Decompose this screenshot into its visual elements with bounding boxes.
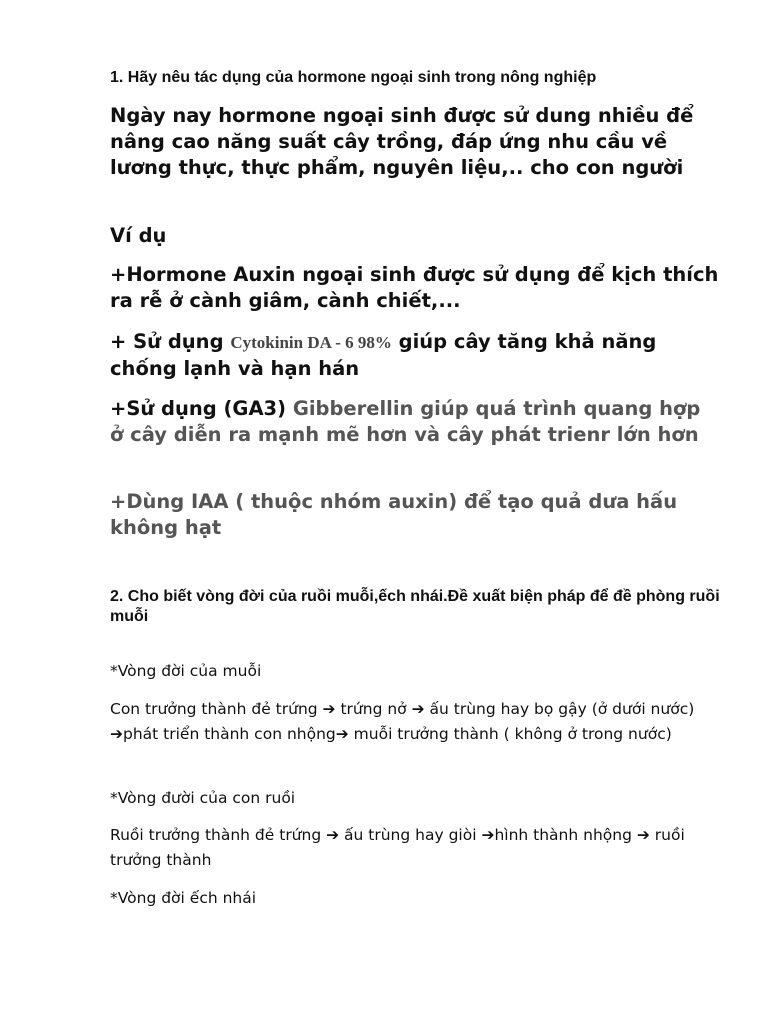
mosquito-stage-2: trứng nở (335, 700, 412, 718)
frog-lifecycle-heading: *Vòng đời ếch nhái (110, 889, 257, 907)
example-cytokinin-prefix: + Sử dụng (110, 330, 231, 353)
arrow-right-icon: ➔ (110, 725, 123, 743)
fly-stage-3: hình thành nhộng (494, 826, 637, 844)
mosquito-stage-5: muỗi trưởng thành ( không ở trong nước) (348, 725, 672, 743)
example-gibberellin-prefix: +Sử dụng (GA3) (110, 397, 293, 420)
q1-intro-paragraph: Ngày nay hormone ngoại sinh được sử dung nhiều để nâng cao năng suất cây trồng, đáp ứng nhu cầu về lương thực, thực phẩm, nguyên liệu,.. cho con người (110, 104, 694, 179)
cytokinin-product-name: Cytokinin DA - 6 98% (230, 333, 392, 352)
question-2-title: 2. Cho biết vòng đời của ruồi muỗi,ếch nhái.Đề xuất biện pháp để đề phòng ruồi muỗi (110, 588, 720, 625)
example-gibberellin-text: Gibberellin giúp quá trình quang hợp ở cây diễn ra mạnh mẽ hơn và cây phát trienr lớn hơn (110, 397, 701, 446)
example-auxin: +Hormone Auxin ngoại sinh được sử dụng để kịch thích ra rễ ở cành giâm, cành chiết,... (110, 263, 719, 312)
example-cytokinin-suffix: giúp cây tăng khả năng chống lạnh và hạn hán (110, 330, 657, 380)
mosquito-stage-3: ấu trùng hay bọ gậy (ở dưới nước) (424, 700, 695, 718)
mosquito-stage-4: phát triển thành con nhộng (123, 725, 336, 743)
fly-lifecycle-heading: *Vòng đười của con ruồi (110, 789, 296, 807)
fly-stage-2: ấu trùng hay giòi (339, 826, 482, 844)
arrow-right-icon: ➔ (411, 700, 425, 718)
example-iaa: +Dùng IAA ( thuộc nhóm auxin) để tạo quả dưa hấu không hạt (110, 490, 678, 539)
arrow-right-icon: ➔ (481, 826, 495, 844)
fly-stage-1: Ruồi trưởng thành đẻ trứng (110, 826, 327, 844)
mosquito-stage-1: Con trưởng thành đẻ trứng (110, 700, 323, 718)
question-1-title: 1. Hãy nêu tác dụng của hormone ngoại sinh trong nông nghiệp (110, 69, 597, 86)
example-heading: Ví dụ (110, 224, 167, 247)
arrow-right-icon: ➔ (636, 826, 650, 844)
example-cytokinin (110, 329, 720, 382)
fly-lifecycle-text (110, 823, 725, 873)
mosquito-lifecycle-text (110, 697, 725, 747)
arrow-right-icon: ➔ (322, 700, 336, 718)
arrow-right-icon: ➔ (335, 725, 349, 743)
example-gibberellin (110, 396, 720, 448)
arrow-right-icon: ➔ (326, 826, 340, 844)
mosquito-lifecycle-heading: *Vòng đời của muỗi (110, 662, 262, 680)
fly-stage-4: ruồi trưởng thành (110, 826, 685, 869)
